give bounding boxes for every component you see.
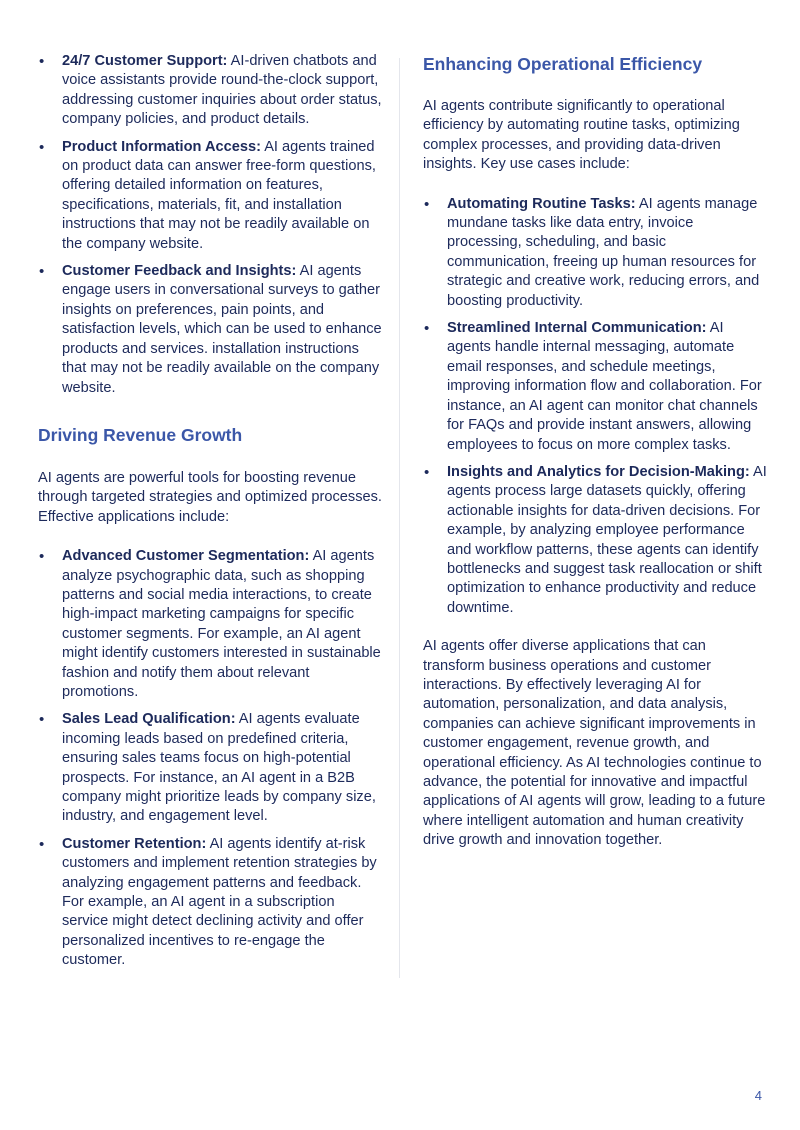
revenue-bullet-list (38, 547, 384, 971)
section-heading: Enhancing Operational Efficiency (423, 54, 703, 74)
bullet-dot-icon: • (424, 195, 430, 213)
bullet-dot-icon: • (39, 53, 45, 70)
efficiency-bullet-list (423, 195, 769, 619)
list-item-title: 24/7 Customer Support: (62, 53, 228, 69)
conclusion-paragraph: AI agents offer diverse applications that can transform business operations and customer interactions. By effectively leveraging AI for automation, personalization, and data analysis, companies can achieve significant improvements in customer engagement, revenue growth, and operational efficiency. As AI technologies continue to advance, the potential for innovative and impactful applications of AI agents will grow, leading to a future where intelligent automation and human creativity drive growth and innovation together. (423, 638, 766, 849)
bullet-dot-icon: • (39, 711, 45, 729)
list-item-text: AI agents analyze psychographic data, such as shopping patterns and social media interactions, to create high-impact marketing campaigns for specific customer segments. For example, an AI agent might identify customers interested in sustainable fashion and notify them about relevant promotions. (62, 548, 381, 700)
list-item-title: Insights and Analytics for Decision-Making: (447, 463, 750, 480)
bullet-dot-icon: • (39, 548, 45, 566)
list-item (38, 710, 384, 826)
bullet-dot-icon: • (39, 835, 45, 853)
section-heading: Driving Revenue Growth (38, 424, 243, 445)
list-item (38, 262, 384, 398)
list-item-text: AI agents evaluate incoming leads based on predefined criteria, ensuring sales teams focus on high-potential prospects. For instance, an AI agent in a B2B company might prioritize leads by company size, industry, and engagement level. (62, 711, 376, 825)
list-item-title: Sales Lead Qualification: (62, 711, 236, 728)
section-intro: AI agents are powerful tools for boosting revenue through targeted strategies and optimized processes. Effective applications include: (38, 469, 382, 525)
revenue-section (38, 423, 384, 971)
list-item (38, 138, 384, 254)
list-item-text: AI agents engage users in conversational surveys to gather insights on preferences, pain points, and satisfaction levels, which can be used to enhance products and services. installation instructions that may not be readily available on the company website. (62, 263, 382, 396)
list-item-title: Customer Feedback and Insights: (62, 263, 297, 280)
section-intro: AI agents contribute significantly to operational efficiency by automating routine tasks, optimizing complex processes, and providing data-driven insights. Key use cases include: (423, 98, 740, 173)
support-bullet-list (38, 52, 384, 398)
list-item-text: AI agents manage mundane tasks like data entry, invoice processing, scheduling, and basic communication, freeing up human resources for strategic and creative work, reducing errors, and boosting productivity. (447, 195, 760, 309)
right-column (423, 52, 769, 851)
page-number: 4 (754, 1088, 762, 1103)
list-item (423, 463, 769, 618)
list-item (423, 195, 769, 311)
list-item-title: Product Information Access: (62, 138, 261, 155)
list-item-title: Customer Retention: (62, 835, 207, 852)
list-item (38, 52, 384, 130)
bullet-dot-icon: • (39, 138, 45, 156)
list-item-text: AI agents trained on product data can answer free-form questions, offering detailed information on features, specifications, materials, fit, and installation instructions that may not be readily available on the company website. (62, 138, 376, 252)
bullet-dot-icon: • (424, 320, 430, 338)
list-item (423, 319, 769, 455)
list-item-title: Automating Routine Tasks: (447, 195, 636, 212)
list-item-text: AI agents handle internal messaging, automate email responses, and schedule meetings, improving information flow and collaboration. For instance, an AI agent can monitor chat channels for FAQs and provide instant answers, allowing employees to focus on more complex tasks. (447, 320, 762, 453)
list-item-title: Advanced Customer Segmentation: (62, 548, 310, 565)
bullet-dot-icon: • (424, 463, 430, 481)
list-item-text: AI agents process large datasets quickly, offering actionable insights for data-driven decisions. For example, by analyzing employee performance and workflow patterns, these agents can identify bottlenecks and suggest task reallocation or shift optimization to enhance productivity and reduce downtime. (447, 463, 767, 616)
column-divider (399, 58, 400, 978)
left-column (38, 52, 384, 979)
list-item-text: AI agents identify at-risk customers and implement retention strategies by analyzing engagement patterns and feedback. For example, an AI agent in a subscription service might detect declining activity and offer personalized incentives to re-engage the customer. (62, 835, 377, 969)
list-item-text: AI-driven chatbots and voice assistants provide round-the-clock support, addressing customer inquiries about order status, company policies, and product details. (62, 53, 382, 128)
bullet-dot-icon: • (39, 263, 45, 281)
list-item (38, 835, 384, 971)
list-item-title: Streamlined Internal Communication: (447, 320, 707, 337)
list-item (38, 547, 384, 702)
